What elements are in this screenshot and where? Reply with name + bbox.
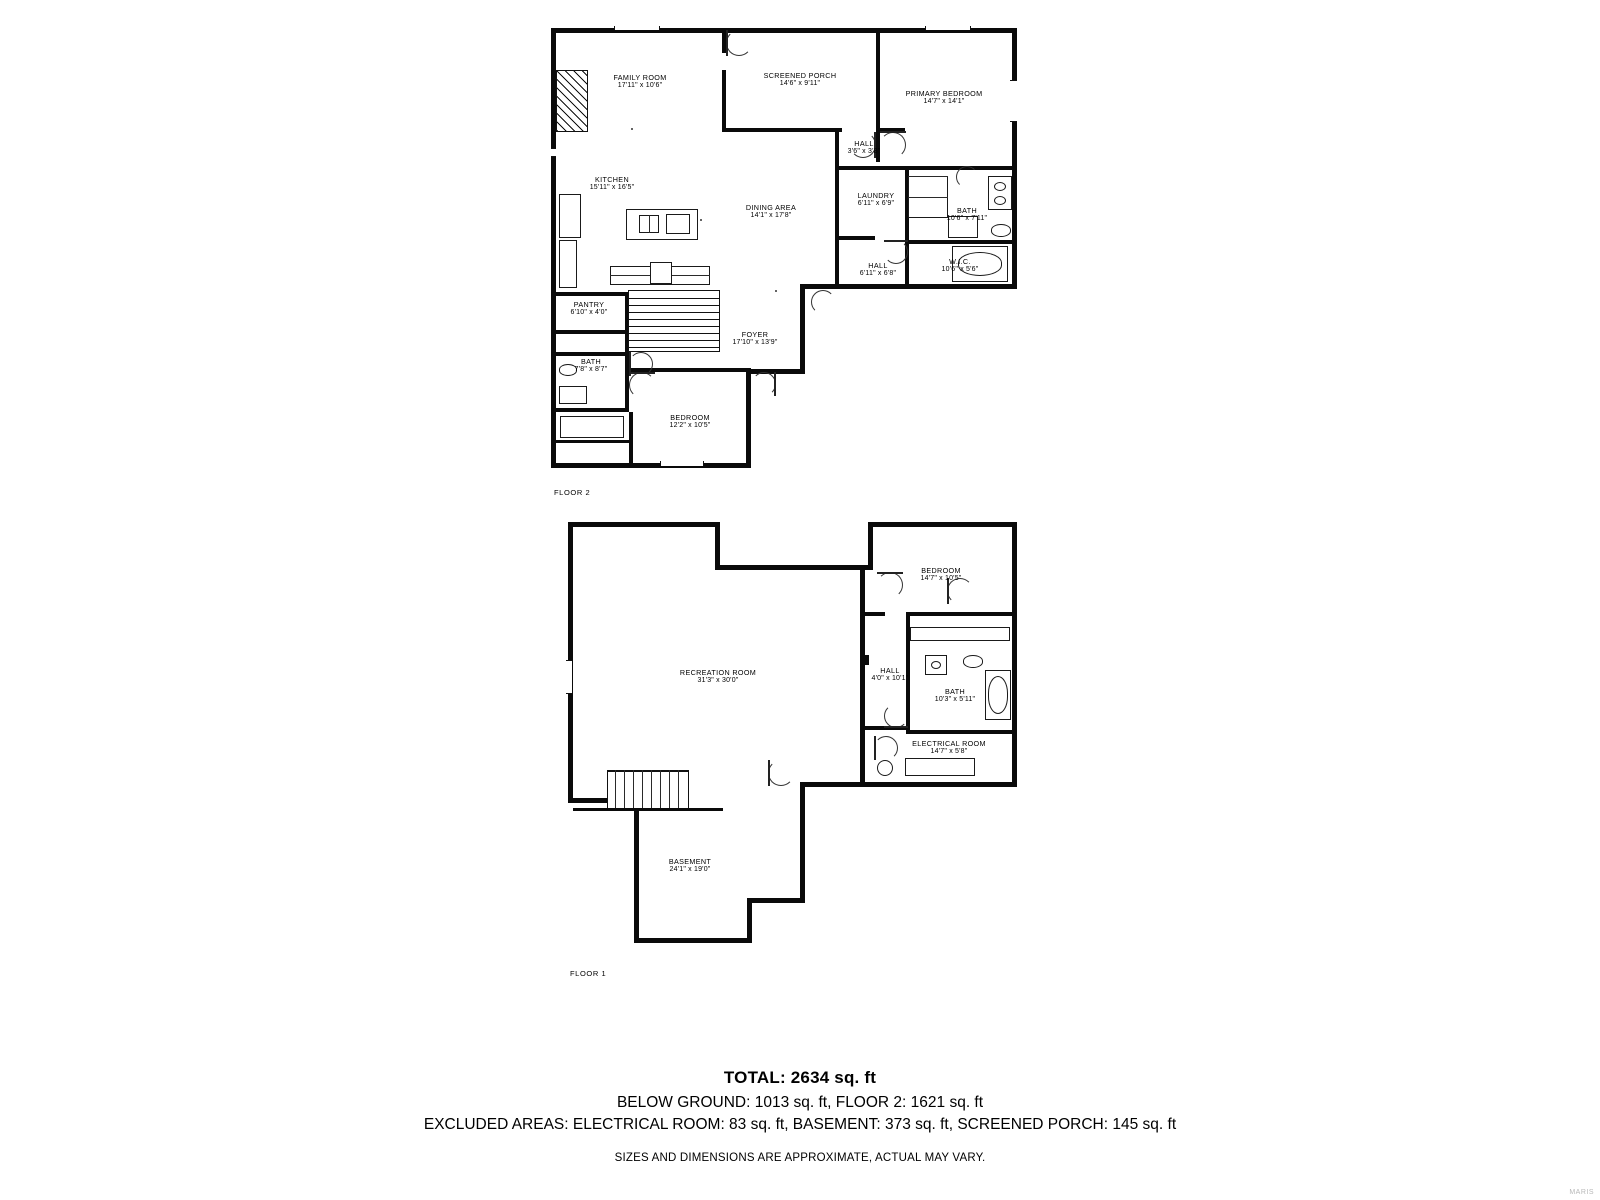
room-label [680,668,756,686]
sink-basin [931,661,941,669]
room-name: PANTRY [573,300,605,310]
wall [800,782,805,902]
room-name: FAMILY ROOM [613,73,667,83]
room-name: KITCHEN [594,175,629,185]
stair-riser [615,770,616,810]
staircase [607,770,689,810]
room-dimensions: 14'6" x 9'11" [779,80,821,88]
room-label [921,566,962,584]
room-label [872,666,909,684]
wall [715,565,873,570]
wall [860,570,865,782]
room-name: HALL [880,666,900,676]
room-name: ELECTRICAL ROOM [912,739,986,749]
wall [747,898,805,903]
room-dimensions: 3'6" x 3'8" [847,148,881,156]
floor-tag-1: FLOOR 1 [570,969,607,978]
wall [715,522,720,570]
stair-riser [651,770,652,810]
toilet [963,655,983,668]
wall [860,782,1017,787]
room-dimensions: 14'7" x 14'1" [923,98,965,106]
room-name: RECREATION ROOM [679,668,757,678]
wall [634,938,752,943]
stair-riser [633,770,634,810]
room-label [669,857,711,875]
room-dimensions: 12'2" x 10'5" [669,422,711,430]
room-dimensions: 14'7" x 5'8" [930,748,968,756]
room-dimensions: 6'10" x 4'0" [570,309,608,317]
wall [906,612,1017,616]
room-name: BATH [944,687,966,697]
room-dimensions: 6'11" x 6'9" [857,200,895,208]
room-dimensions: 31'3" x 30'0" [697,677,739,685]
room-label [935,687,975,705]
room-name: W.I.C. [949,257,971,267]
watermark: MARIS [1569,1189,1594,1196]
room-name: SCREENED PORCH [763,71,837,81]
room-name: DINING AREA [745,203,797,213]
room-dimensions: 14'1" x 17'8" [750,212,792,220]
stair-riser [642,770,643,810]
wall [800,782,868,787]
stair-riser [624,770,625,810]
room-dimensions: 17'10" x 13'9" [732,339,778,347]
room-name: HALL [854,139,874,149]
wall [747,898,752,943]
total-sqft: TOTAL: 2634 sq. ft [723,1068,877,1087]
wall [568,522,720,527]
room-name: BEDROOM [921,566,961,576]
disclaimer-note: SIZES AND DIMENSIONS ARE APPROXIMATE, ACTUAL MAY VARY. [614,1152,986,1164]
wall [865,655,869,665]
room-name: BATH [580,357,602,367]
room-name: BASEMENT [668,857,712,867]
room-dimensions: 4'0" x 10'1" [871,675,909,683]
door-swing [877,572,903,598]
room-name: HALL [868,261,888,271]
wall [634,798,639,943]
room-name: BEDROOM [670,413,710,423]
wall [868,522,1017,527]
room-dimensions: 24'1" x 19'0" [669,866,711,874]
room-dimensions: 7'8" x 8'7" [574,366,608,374]
room-dimensions: 10'6" x 5'6" [941,266,979,274]
floor-tag-2: FLOOR 2 [554,488,591,497]
wall [868,522,873,570]
door-leaf [877,572,903,574]
room-name: FOYER [741,330,769,340]
door-swing [884,704,908,728]
door-swing [874,736,898,760]
wall [865,612,885,616]
door-leaf [884,726,908,728]
water-heater [877,760,893,776]
stair-rail [573,808,723,811]
door-leaf [874,736,876,760]
electrical-panel [905,758,975,776]
stair-riser [660,770,661,810]
stair-riser [669,770,670,810]
area-summary [0,1068,1600,1164]
room-name: PRIMARY BEDROOM [905,89,983,99]
room-dimensions: 17'11" x 10'6" [617,82,663,90]
wall [906,730,1017,734]
room-name: BATH [956,206,978,216]
window [566,660,572,694]
room-dimensions: 10'6" x 7'11" [946,215,988,223]
door-swing [768,760,794,786]
shower-basin [988,676,1008,714]
excluded-areas: EXCLUDED AREAS: ELECTRICAL ROOM: 83 sq. ft, BASEMENT: 373 sq. ft, SCREENED PORCH: 145 sq. ft [423,1116,1177,1133]
door-leaf [768,760,770,786]
stair-riser [678,770,679,810]
room-name: LAUNDRY [857,191,895,201]
room-dimensions: 10'3" x 5'11" [934,696,976,704]
wall [1012,522,1017,786]
closet-shelf [910,627,1010,641]
room-dimensions: 15'11" x 16'5" [589,184,635,192]
room-label [912,739,986,757]
sqft-breakdown: BELOW GROUND: 1013 sq. ft, FLOOR 2: 1621 sq. ft [616,1094,984,1111]
room-dimensions: 14'7" x 10'5" [920,575,962,583]
room-dimensions: 6'11" x 6'8" [859,270,897,278]
